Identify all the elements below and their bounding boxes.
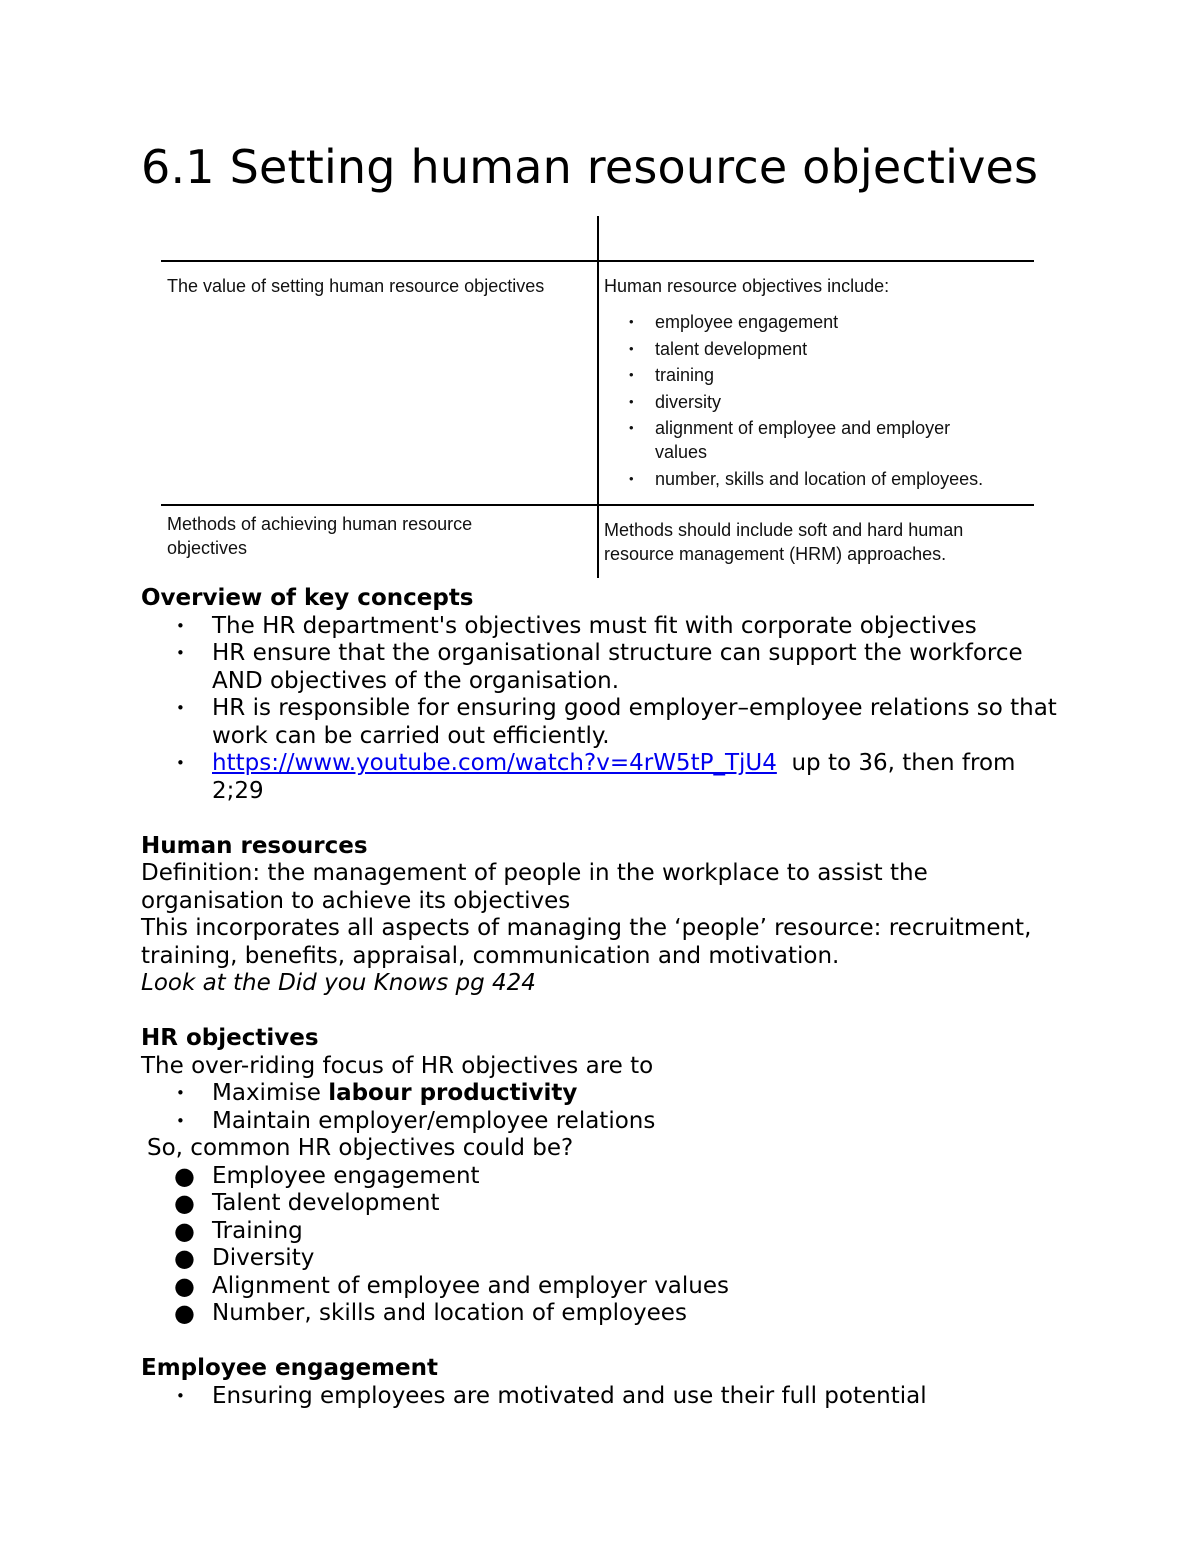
bullet-icon: • — [176, 1386, 185, 1405]
common-objectives-list — [141, 1163, 1071, 1328]
list-item: • The HR department's objectives must fit with corporate objectives — [176, 612, 977, 639]
hr-objectives-intro: The over-riding focus of HR objectives are to — [141, 1052, 654, 1079]
list-item: • Maintain employer/employee relations — [176, 1107, 656, 1134]
overview-list — [141, 613, 1071, 806]
table-column-divider — [597, 216, 599, 578]
table-row2-right: Methods should include soft and hard human resource management (HRM) approaches. — [604, 520, 964, 564]
bullet-icon: ● — [174, 1299, 195, 1327]
table-top-rule — [161, 260, 1034, 262]
table-objectives-list — [629, 309, 1019, 492]
list-item: • training — [629, 362, 1019, 389]
list-item: ● Alignment of employee and employer values — [174, 1271, 730, 1300]
list-item: • alignment of employee and employer values — [629, 415, 1019, 466]
list-item: ● Number, skills and location of employees — [174, 1299, 687, 1327]
list-item: • diversity — [629, 389, 1019, 416]
bullet-icon: • — [176, 1111, 185, 1130]
bullet-icon: ● — [174, 1161, 195, 1190]
hr-objectives-heading: HR objectives — [141, 1025, 319, 1051]
human-resources-heading: Human resources — [141, 832, 368, 859]
list-item: • number, skills and location of employees. — [629, 466, 1019, 493]
bullet-icon: • — [629, 340, 634, 356]
list-item: • HR is responsible for ensuring good employer–employee relations so that work can be carried out efficiently. — [176, 695, 1057, 749]
list-item: • Maximise labour productivity — [176, 1080, 578, 1106]
hr-focus-list — [141, 1080, 1071, 1135]
bullet-icon: • — [176, 616, 185, 635]
bullet-icon: • — [629, 314, 634, 329]
bullet-icon: • — [629, 420, 634, 435]
list-item: ● Employee engagement — [174, 1161, 480, 1190]
page-title: 6.1 Setting human resource objectives — [141, 140, 1039, 194]
hr-incorporates: This incorporates all aspects of managing the ‘people’ resource: recruitment, training, benefits, appraisal, communication and motivation. — [141, 915, 1032, 969]
bullet-icon: • — [629, 367, 634, 382]
bullet-icon: ● — [174, 1244, 195, 1272]
overview-heading: Overview of key concepts — [141, 585, 474, 611]
list-item: • employee engagement — [629, 309, 1019, 336]
table-row1-left: The value of setting human resource objectives — [167, 276, 545, 296]
youtube-link[interactable]: https://www.youtube.com/watch?v=4rW5tP_TjU4 — [212, 750, 777, 776]
table-row-divider — [161, 504, 1034, 506]
bullet-icon: • — [176, 699, 185, 717]
hr-definition: Definition: the management of people in the workplace to assist the organisation to achieve its objectives — [141, 860, 928, 914]
list-item: • talent development — [629, 336, 1019, 363]
list-item — [141, 750, 1071, 805]
employee-engagement-heading: Employee engagement — [141, 1355, 438, 1381]
bullet-icon: ● — [174, 1189, 195, 1217]
link-suffix: up to 36, then from 2;29 — [212, 750, 1016, 804]
employee-engagement-list — [141, 1383, 1071, 1411]
hr-objectives-question: So, common HR objectives could be? — [147, 1135, 574, 1161]
hr-note: Look at the Did you Knows pg 424 — [141, 970, 536, 996]
list-item: • HR ensure that the organisational structure can support the workforce AND objectives of the organisation. — [176, 640, 1023, 694]
bullet-icon: ● — [174, 1271, 195, 1300]
list-item: ● Talent development — [174, 1189, 440, 1217]
list-item: • Ensuring employees are motivated and use their full potential — [176, 1382, 927, 1409]
bullet-icon: • — [176, 1084, 185, 1102]
document-body — [141, 585, 1071, 1410]
spec-table — [161, 216, 1034, 580]
bullet-icon: ● — [174, 1216, 195, 1245]
bullet-icon: • — [629, 470, 634, 486]
list-item: ● Training — [174, 1216, 303, 1245]
table-row2-left: Methods of achieving human resource objectives — [167, 514, 473, 558]
bullet-icon: • — [176, 754, 185, 772]
table-row1-right-intro: Human resource objectives include: — [604, 276, 890, 296]
bullet-icon: • — [629, 393, 634, 409]
bullet-icon: • — [176, 644, 185, 662]
list-item: ● Diversity — [174, 1244, 315, 1272]
